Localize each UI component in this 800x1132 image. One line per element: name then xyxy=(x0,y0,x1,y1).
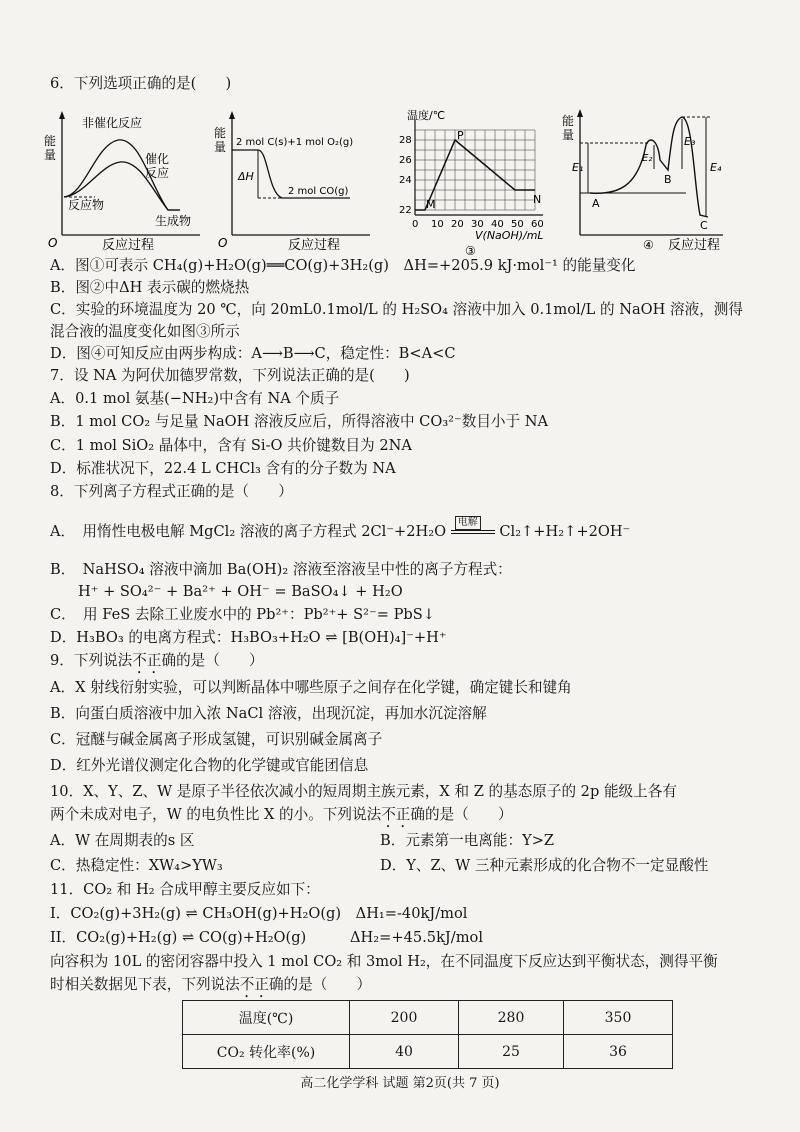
fig4-e1: E₁ xyxy=(572,161,584,174)
fig4-number: ④ xyxy=(643,238,654,252)
fig4-point-b: B xyxy=(664,173,672,186)
fig1-noncat-label: 非催化反应 xyxy=(82,116,143,130)
fig1-product-label: 生成物 xyxy=(155,214,192,228)
fig3-point-m: M xyxy=(426,198,436,211)
svg-text:量: 量 xyxy=(562,128,575,142)
fig1-reactant-label: 反应物 xyxy=(68,198,105,212)
fig1-xlabel: 反应过程 xyxy=(102,238,155,253)
q11-paragraph-2: 时相关数据见下表，下列说法不正确的是（ ） xyxy=(50,976,372,993)
q10-option-c: C．热稳定性：XW₄>YW₃ xyxy=(50,857,223,874)
q6-stem: 6．下列选项正确的是( ) xyxy=(50,75,232,92)
q8-option-b: B． NaHSO₄ 溶液中滴加 Ba(OH)₂ 溶液至溶液呈中性的离子方程式： xyxy=(50,561,512,578)
table-cell: 40 xyxy=(350,1035,459,1069)
q8-a-post: Cl₂↑+H₂↑+2OH⁻ xyxy=(499,523,631,540)
fig3-point-p: P xyxy=(457,129,464,142)
fig4-xlabel: 反应过程 xyxy=(668,238,721,253)
q9-option-c: C．冠醚与碱金属离子形成氢键，可识别碱金属离子 xyxy=(50,731,383,748)
q8-option-c: C． 用 FeS 去除工业废水中的 Pb²⁺：Pb²⁺+ S²⁻= PbS↓ xyxy=(50,606,435,623)
table-row-label: CO₂ 转化率(%) xyxy=(183,1035,350,1069)
q9-option-b: B．向蛋白质溶液中加入浓 NaCl 溶液，出现沉淀，再加水沉淀溶解 xyxy=(50,705,487,722)
fig3-ytick: 28 xyxy=(399,135,412,146)
table-cell: 36 xyxy=(564,1035,673,1069)
q8-option-d: D．H₃BO₃ 的电离方程式：H₃BO₃+H₂O ⇌ [B(OH)₄]⁻+H⁺ xyxy=(50,629,447,646)
q7-option-c: C．1 mol SiO₂ 晶体中，含有 Si-O 共价键数目为 2NA xyxy=(50,437,412,454)
fig2-dh-label: ΔH xyxy=(238,170,254,183)
q9-option-a: A．X 射线衍射实验，可以判断晶体中哪些原子之间存在化学键，确定键长和键角 xyxy=(50,679,572,696)
table-cell: 200 xyxy=(350,1001,459,1035)
fig2-bottom-label: 2 mol CO(g) xyxy=(288,186,349,197)
fig1-number xyxy=(118,254,129,255)
fig3-point-n: N xyxy=(533,193,542,206)
fig2-origin: O xyxy=(218,236,228,250)
q11-paragraph-1: 向容积为 10L 的密闭容器中投入 1 mol CO₂ 和 3mol H₂，在不同温度下反应达到平衡状态，测得平衡 xyxy=(50,953,718,970)
q8-option-a xyxy=(50,517,631,542)
fig2-xlabel: 反应过程 xyxy=(288,238,341,253)
q7-option-b: B．1 mol CO₂ 与足量 NaOH 溶液反应后，所得溶液中 CO₃²⁻数目小于 NA xyxy=(50,413,549,430)
fig1-cat-label-1: 催化 xyxy=(145,152,170,166)
q11-reaction-1: I．CO₂(g)+3H₂(g) ⇌ CH₃OH(g)+H₂O(g) ΔH₁=-40kJ/mol xyxy=(50,905,468,922)
figure-1-energy-diagram xyxy=(40,105,210,255)
fig4-e2: E₂ xyxy=(642,153,653,164)
q8-stem: 8．下列离子方程式正确的是（ ） xyxy=(50,483,293,500)
figure-4-energy-diagram xyxy=(558,105,738,260)
svg-text:量: 量 xyxy=(214,140,227,154)
fig4-e4: E₄ xyxy=(710,161,722,174)
fig3-xtick: 10 xyxy=(431,219,444,230)
svg-text:能: 能 xyxy=(562,114,575,128)
fig2-top-label: 2 mol C(s)+1 mol O₂(g) xyxy=(236,137,354,148)
q10-options-row1 xyxy=(50,831,555,851)
q9-option-d: D．红外光谱仪测定化合物的化学键或官能团信息 xyxy=(50,757,369,774)
q6-option-c: C．实验的环境温度为 20 ℃，向 20mL0.1mol/L 的 H₂SO₄ 溶液中加入 0.1mol/L 的 NaOH 溶液，测得 xyxy=(50,301,743,318)
q7-option-a: A．0.1 mol 氨基(−NH₂)中含有 NA 个质子 xyxy=(50,390,340,407)
q6-option-c-cont: 混合液的温度变化如图③所示 xyxy=(50,323,240,340)
fig3-ylabel: 温度/℃ xyxy=(407,109,446,122)
table-row xyxy=(183,1001,673,1035)
fig4-e3: E₃ xyxy=(684,135,696,148)
fig3-ytick: 26 xyxy=(399,155,412,166)
table-row xyxy=(183,1035,673,1069)
q11-stem: 11．CO₂ 和 H₂ 合成甲醇主要反应如下： xyxy=(50,881,320,898)
fig3-ytick: 22 xyxy=(399,205,412,216)
fig3-ytick: 24 xyxy=(399,175,412,186)
fig3-xtick: 0 xyxy=(412,219,419,230)
fig3-xlabel: V(NaOH)/mL xyxy=(475,229,544,242)
fig4-point-c: C xyxy=(700,219,708,232)
table-cell: 280 xyxy=(459,1001,564,1035)
fig3-xtick: 30 xyxy=(471,219,484,230)
q10-options-row2 xyxy=(50,856,709,876)
q8-a-condition: 电解 xyxy=(455,516,481,530)
fig3-xtick: 40 xyxy=(491,219,504,230)
q10-stem-line1: 10．X、Y、Z、W 是原子半径依次减小的短周期主族元素，X 和 Z 的基态原子的 2p 能级上各有 xyxy=(50,783,677,800)
q6-option-a: A．图①可表示 CH₄(g)+H₂O(g)══CO(g)+3H₂(g) ΔH=+205.9 kJ·mol⁻¹ 的能量变化 xyxy=(50,257,636,274)
fig3-number: ③ xyxy=(465,244,476,255)
q9-emphasis: 不正 xyxy=(132,652,162,669)
svg-text:能: 能 xyxy=(214,126,227,140)
table-cell: 350 xyxy=(564,1001,673,1035)
q11-emphasis: 不正 xyxy=(239,976,269,993)
fig1-ylabel-v: 能 xyxy=(44,134,57,148)
q10-option-d: D．Y、Z、W 三种元素形成的化合物不一定显酸性 xyxy=(380,857,709,874)
svg-text:量: 量 xyxy=(44,148,57,162)
q10-option-a: A．W 在周期表的s 区 xyxy=(50,832,195,849)
q7-option-d: D．标准状况下，22.4 L CHCl₃ 含有的分子数为 NA xyxy=(50,460,396,477)
fig3-xtick: 60 xyxy=(531,219,544,230)
figure-2-energy-diagram xyxy=(210,105,380,255)
q8-electrolysis-arrow xyxy=(451,517,495,542)
q7-stem: 7．设 NA 为阿伏加德罗常数，下列说法正确的是( ) xyxy=(50,367,410,384)
q8-a-pre: A． 用惰性电极电解 MgCl₂ 溶液的离子方程式 2Cl⁻+2H₂O xyxy=(50,523,447,540)
table-cell: 25 xyxy=(459,1035,564,1069)
q11-reaction-2: II．CO₂(g)+H₂(g) ⇌ CO(g)+H₂O(g) ΔH₂=+45.5kJ/mol xyxy=(50,929,483,946)
fig1-origin: O xyxy=(48,236,58,250)
q6-figures xyxy=(40,105,740,260)
q11-data-table xyxy=(182,1000,673,1069)
figure-3-temperature-chart xyxy=(385,105,555,255)
fig1-cat-label-2: 反应 xyxy=(145,166,170,180)
fig3-xtick: 50 xyxy=(511,219,524,230)
q6-option-d: D．图④可知反应由两步构成：A⟶B⟶C，稳定性：B<A<C xyxy=(50,345,456,362)
page-footer: 高二化学学科 试题 第2页(共 7 页) xyxy=(300,1076,500,1091)
q6-option-b: B．图②中ΔH 表示碳的燃烧热 xyxy=(50,279,250,296)
q9-stem: 9．下列说法不正确的是（ ） xyxy=(50,652,264,669)
table-row-label: 温度(℃) xyxy=(183,1001,350,1035)
fig4-curve xyxy=(590,117,708,217)
q10-option-b: B．元素第一电离能：Y>Z xyxy=(380,832,555,849)
q8-option-b-equation: H⁺ + SO₄²⁻ + Ba²⁺ + OH⁻ = BaSO₄↓ + H₂O xyxy=(78,583,403,600)
fig4-point-a: A xyxy=(592,197,600,210)
q10-stem-line2: 两个未成对电子，W 的电负性比 X 的小。下列说法不正确的是（ ） xyxy=(50,806,513,823)
fig3-xtick: 20 xyxy=(451,219,464,230)
q10-emphasis: 不正 xyxy=(381,806,411,823)
fig2-number xyxy=(300,254,311,255)
